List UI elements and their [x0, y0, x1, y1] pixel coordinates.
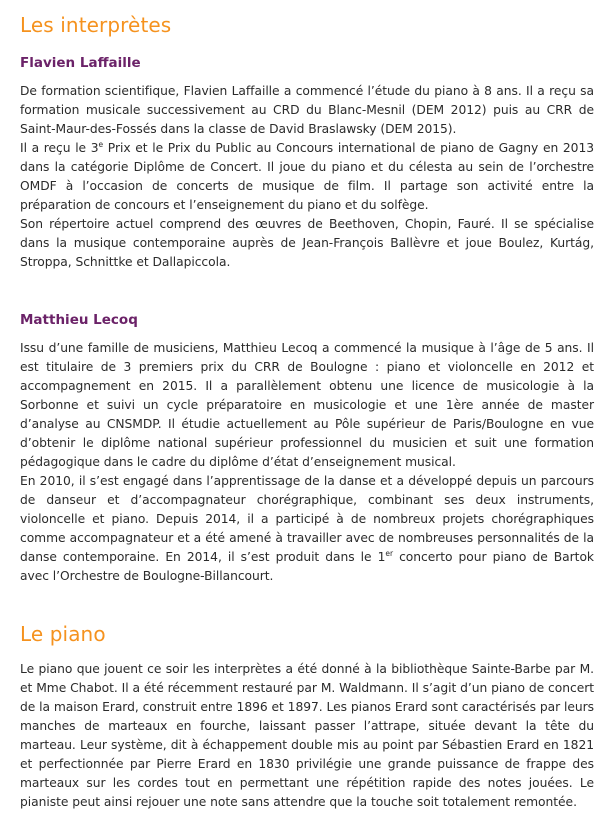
bio-lecoq-p2-start: En 2010, il s’est engagé dans l’apprentissage de la danse et a développé depuis un parcours de danseur et d’accompagnateur chorégraphique, combinant ses deux instruments, violoncelle et piano. Depuis 2014, il a participé à de nombreux projets chorégraphiques comme accompagnateur et a été amené à travailler avec de nombreuses personnalités de la danse contemporaine. En 2014, il s’est produit dans le 1: [20, 474, 594, 564]
superscript-ordinal: e: [98, 140, 104, 149]
superscript-ordinal: er: [385, 549, 393, 558]
bio-laffaille-p2-start: Il a reçu le 3: [20, 141, 99, 155]
bio-laffaille-paragraph-1: De formation scientifique, Flavien Laffaille a commencé l’étude du piano à 8 ans. Il a reçu sa formation musicale successivement au CRD du Blanc-Mesnil (DEM 2012) puis au CRR de Saint-Maur-des-Fossés dans la classe de David Braslawsky (DEM 2015).: [20, 84, 594, 136]
bio-lecoq-p2-rest: concerto pour piano de Bartok avec l’Orchestre de Boulogne-Billancourt.: [20, 550, 594, 583]
bio-laffaille-paragraph-3: Son répertoire actuel comprend des œuvres de Beethoven, Chopin, Fauré. Il se spécialise dans la musique contemporaine auprès de Jean-François Ballèvre et joue Boulez, Kurtág, Stroppa, Schnittke et Dallapiccola.: [20, 217, 594, 269]
section-title-piano: Le piano: [20, 622, 106, 646]
bio-lecoq-paragraph-2: [20, 472, 594, 586]
bio-laffaille: [20, 82, 594, 272]
performer-name-lecoq: Matthieu Lecoq: [20, 312, 138, 328]
piano-description-paragraph: Le piano que jouent ce soir les interprètes a été donné à la bibliothèque Sainte-Barbe par M. et Mme Chabot. Il a été récemment restauré par M. Waldmann. Il s’agit d’un piano de concert de la maison Erard, construit entre 1896 et 1897. Les pianos Erard sont caractérisés par leurs manches de marteaux en fourche, laissant passer l’attrape, située devant la tête du marteau. Leur système, dit à échappement double mis au point par Sébastien Erard en 1821 et perfectionnée par Pierre Erard en 1830 privilégie une grande puissance de frappe des marteaux sur les cordes tout en permettant une répétition rapide des notes jouées. Le pianiste peut ainsi rejouer une note sans attendre que la touche soit totalement remontée.: [20, 662, 594, 809]
bio-laffaille-paragraph-2: [20, 139, 594, 215]
piano-description: [20, 660, 594, 812]
bio-lecoq-paragraph-1: Issu d’une famille de musiciens, Matthieu Lecoq a commencé la musique à l’âge de 5 ans. Il est titulaire de 3 premiers prix du CRR de Boulogne : piano et violoncelle en 2012 et accompagnement en 2015. Il a parallèlement obtenu une licence de musicologie à la Sorbonne et suivi un cycle préparatoire en musicologie et une 1ère année de master d’analyse au CNSMDP. Il étudie actuellement au Pôle supérieur de Paris/Boulogne en vue d’obtenir le diplôme national supérieur professionnel du musicien et suit une formation pédagogique dans le cadre du diplôme d’état d’enseignement musical.: [20, 341, 594, 469]
performer-name-laffaille: Flavien Laffaille: [20, 55, 141, 71]
bio-lecoq: [20, 339, 594, 586]
bio-laffaille-p2-rest: Prix et le Prix du Public au Concours international de piano de Gagny en 2013 dans la catégorie Diplôme de Concert. Il joue du piano et du célesta au sein de l’orchestre OMDF à l’occasion de concerts de musique de film. Il partage son activité entre la préparation de concours et l’enseignement du piano et du solfège.: [20, 141, 594, 212]
section-title-interpretes: Les interprètes: [20, 13, 172, 37]
